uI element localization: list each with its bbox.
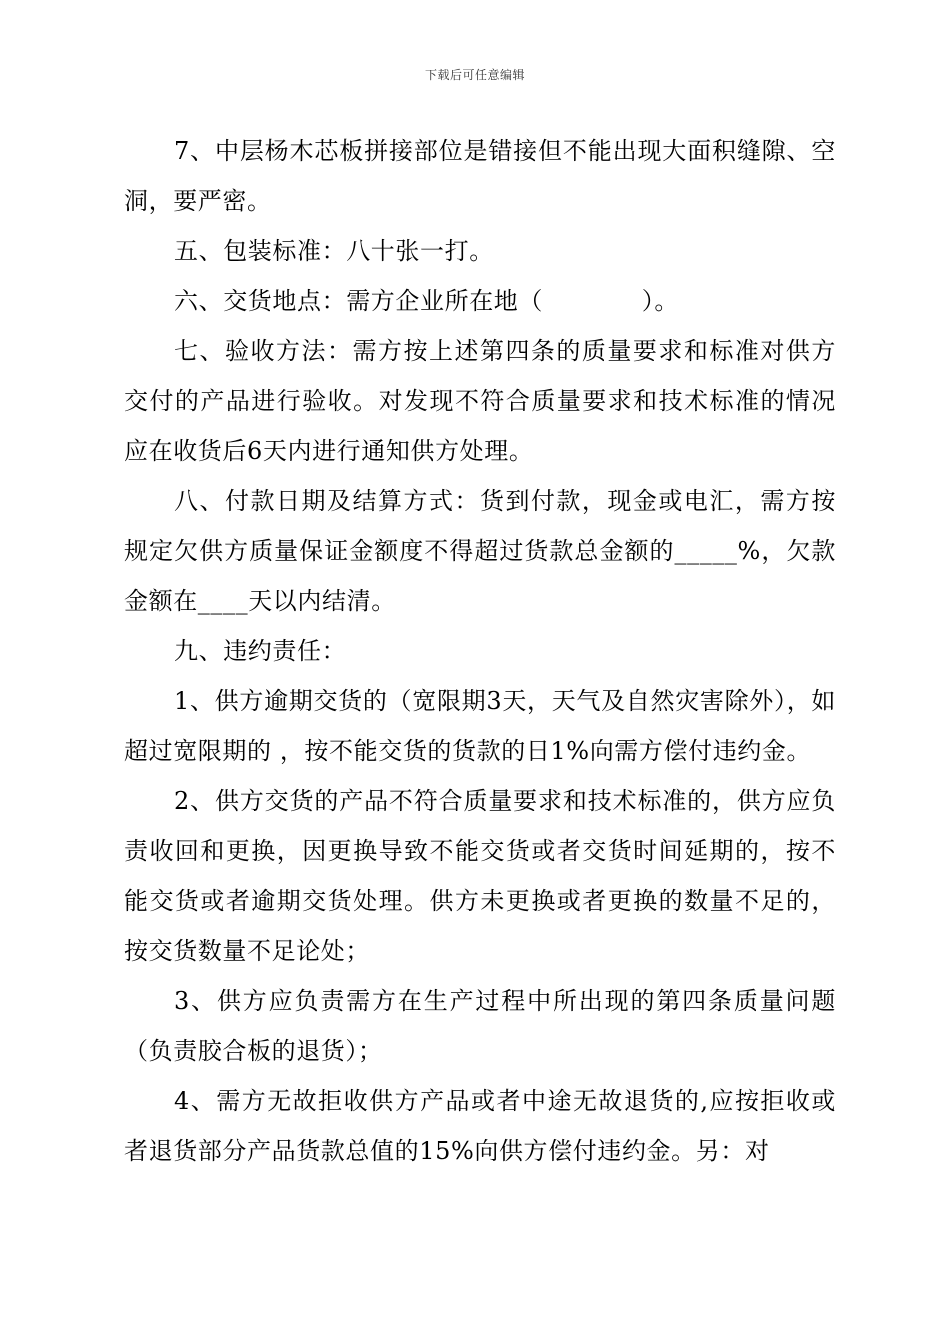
paragraph-payment-terms: 八、付款日期及结算方式：货到付款，现金或电汇，需方按规定欠供方质量保证金额度不得超过货款总金额的_____%，欠款金额在____天以内结清。 (124, 487, 836, 615)
section-heading-liability: 九、违约责任： (174, 637, 347, 665)
paragraph-packaging-standard: 五、包装标准：八十张一打。 (174, 237, 494, 265)
paragraph-liability-3-production-issues: 3、供方应负责需方在生产过程中所出现的第四条质量问题（负责胶合板的退货）； (124, 987, 836, 1065)
paragraph-liability-4-rejection: 4、需方无故拒收供方产品或者中途无故退货的,应按拒收或者退货部分产品货款总值的15%向供方偿付违约金。另：对 (124, 1087, 836, 1165)
paragraph-acceptance-method: 七、验收方法：需方按上述第四条的质量要求和标准对供方交付的产品进行验收。对发现不符合质量要求和技术标准的情况应在收货后6天内进行通知供方处理。 (124, 337, 836, 465)
paragraph-clause-7-core-board: 7、中层杨木芯板拼接部位是错接但不能出现大面积缝隙、空洞，要严密。 (124, 137, 836, 215)
document-body (124, 126, 836, 1176)
paragraph-liability-2-quality: 2、供方交货的产品不符合质量要求和技术标准的，供方应负责收回和更换，因更换导致不能交货或者交货时间延期的，按不能交货或者逾期交货处理。供方未更换或者更换的数量不足的，按交货数量不足论处； (124, 787, 836, 965)
page-header: 下载后可任意编辑 (424, 68, 525, 82)
paragraph-liability-1-late-delivery: 1、供方逾期交货的（宽限期3天，天气及自然灾害除外），如超过宽限期的 ，按不能交货的货款的日1%向需方偿付违约金。 (124, 687, 836, 765)
paragraph-delivery-location: 六、交货地点：需方企业所在地（ ）。 (174, 287, 679, 315)
